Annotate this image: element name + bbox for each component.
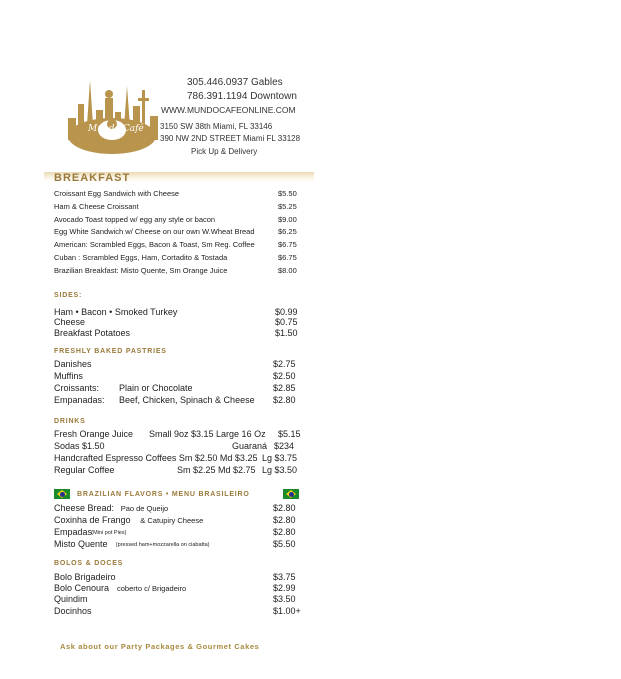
item-price: $0.75 [275, 317, 298, 328]
service-note: Pick Up & Delivery [191, 147, 258, 156]
item-name: Sodas $1.50 [54, 441, 105, 451]
item-price: $2.99 [273, 583, 296, 594]
menu-item [54, 606, 299, 618]
item-detail: Plain or Chocolate [119, 383, 193, 393]
item-name: Empanadas: [54, 395, 105, 405]
logo-text: Mundo Café [88, 124, 144, 134]
item-name: Brazilian Breakfast: Misto Quente, Sm Orange Juice [54, 265, 228, 275]
phone-downtown: 786.391.1194 Downtown [187, 91, 297, 102]
footer-note: Ask about our Party Packages & Gourmet Cakes [60, 642, 260, 651]
item-detail: (pressed ham+mozzarella on ciabatta) [115, 542, 210, 548]
address-downtown: 390 NW 2ND STREET Miami FL 33128 [160, 134, 301, 143]
menu-item [54, 594, 299, 606]
menu-item [54, 227, 299, 239]
item-price: $5.50 [273, 539, 296, 549]
item-price: $6.25 [278, 227, 297, 237]
item-price: $5.25 [278, 201, 297, 211]
menu-item [54, 527, 299, 539]
item-detail: (Mini pot Pies) [91, 530, 127, 536]
drinks-title: DRINKS [54, 418, 86, 425]
brazilian-title: BRAZILIAN FLAVORS • MENU BRASILEIRO [77, 491, 250, 498]
menu-item [54, 515, 299, 527]
item-name: Empadas [54, 527, 93, 537]
item-price: Lg $3.50 [262, 465, 298, 475]
item-price: $9.00 [278, 214, 297, 224]
menu-page [44, 52, 314, 662]
item-price: $1.00+ [273, 605, 301, 616]
item-name: Quindim [54, 594, 88, 605]
item-name: Breakfast Potatoes [54, 327, 131, 338]
item-name: Misto Quente [54, 539, 108, 549]
address-gables: 3150 SW 38th Miami, FL 33146 [160, 122, 273, 131]
menu-item [54, 583, 299, 595]
item-options: Guaraná [232, 441, 268, 451]
item-name: Regular Coffee [54, 465, 115, 475]
menu-item [54, 441, 299, 453]
item-name: Bolo Brigadeiro [54, 572, 116, 582]
bolos-title: BOLOS & DOCES [54, 560, 124, 567]
brazil-flag-icon [283, 489, 299, 499]
menu-item [54, 429, 299, 441]
item-name: Ham • Bacon • Smoked Turkey [54, 307, 178, 317]
menu-item [54, 253, 299, 265]
mundo-cafe-logo [60, 60, 172, 160]
item-name: Danishes [54, 359, 92, 369]
menu-item [54, 503, 299, 515]
menu-item [54, 383, 299, 395]
item-options: Sm $2.25 Md $2.75 [177, 465, 256, 475]
item-price: $5.50 [278, 189, 297, 198]
menu-item [54, 202, 299, 214]
item-name: Cheese [54, 317, 86, 328]
item-name: American: Scrambled Eggs, Bacon & Toast, Sm Reg. Coffee [54, 240, 255, 250]
item-name: Muffins [54, 371, 83, 381]
item-detail: Beef, Chicken, Spinach & Cheese [119, 395, 255, 405]
item-name: Coxinha de Frango [54, 515, 131, 525]
brazil-flag-icon [54, 489, 70, 499]
item-price: $6.75 [278, 253, 297, 262]
item-name: Croissants: [54, 383, 100, 393]
item-price: $2.80 [273, 395, 296, 405]
menu-item [54, 539, 299, 551]
menu-item [54, 371, 299, 383]
item-price: $2.80 [273, 503, 296, 513]
item-detail: coberto c/ Brigadeiro [117, 584, 187, 594]
item-price: $3.75 [273, 572, 296, 582]
item-name: Croissant Egg Sandwich with Cheese [54, 189, 180, 198]
pastries-title: FRESHLY BAKED PASTRIES [54, 348, 167, 355]
item-options: Small 9oz $3.15 Large 16 Oz [149, 429, 266, 439]
menu-item [54, 465, 299, 477]
menu-item [54, 328, 299, 340]
item-name: Cuban : Scrambled Eggs, Ham, Cortadito & Tostada [54, 253, 228, 262]
item-name: Avocado Toast topped w/ egg any style or bacon [54, 214, 216, 224]
item-price: $2.85 [273, 383, 296, 393]
item-name: Docinhos [54, 605, 92, 616]
item-price: $0.99 [275, 307, 298, 317]
item-detail: & Catupiry Cheese [140, 516, 204, 525]
item-price: $2.50 [273, 371, 296, 381]
menu-item [54, 453, 299, 465]
menu-item [54, 266, 299, 278]
menu-item [54, 240, 299, 252]
item-price: $2.80 [273, 527, 296, 537]
item-price: $6.75 [278, 240, 297, 250]
menu-item [54, 359, 299, 371]
item-name: Handcrafted Espresso Coffees Sm $2.50 Md $3.25 [54, 453, 258, 463]
item-price: $1.50 [275, 327, 298, 338]
phone-gables: 305.446.0937 Gables [187, 77, 283, 88]
item-name: Fresh Orange Juice [54, 429, 134, 439]
item-name: Ham & Cheese Croissant [54, 201, 139, 211]
breakfast-title: BREAKFAST [54, 172, 131, 184]
item-name: Bolo Cenoura [54, 583, 110, 594]
item-price: $5.15 [278, 429, 301, 439]
item-name: Egg White Sandwich w/ Cheese on our own W.Wheat Bread [54, 227, 255, 237]
item-price: Lg $3.75 [262, 453, 298, 463]
item-price: $234 [274, 441, 295, 451]
website: WWW.MUNDOCAFEONLINE.COM [161, 105, 296, 115]
item-price: $2.75 [273, 359, 296, 369]
item-price: $2.80 [273, 515, 296, 525]
item-price: $3.50 [273, 594, 296, 605]
menu-item [54, 189, 299, 201]
item-detail: Pao de Queijo [120, 504, 169, 513]
menu-item [54, 215, 299, 227]
item-price: $8.00 [278, 265, 297, 275]
item-name: Cheese Bread: [54, 503, 115, 513]
menu-item [54, 395, 299, 407]
menu-item [54, 572, 299, 584]
sides-title: SIDES: [54, 292, 83, 299]
